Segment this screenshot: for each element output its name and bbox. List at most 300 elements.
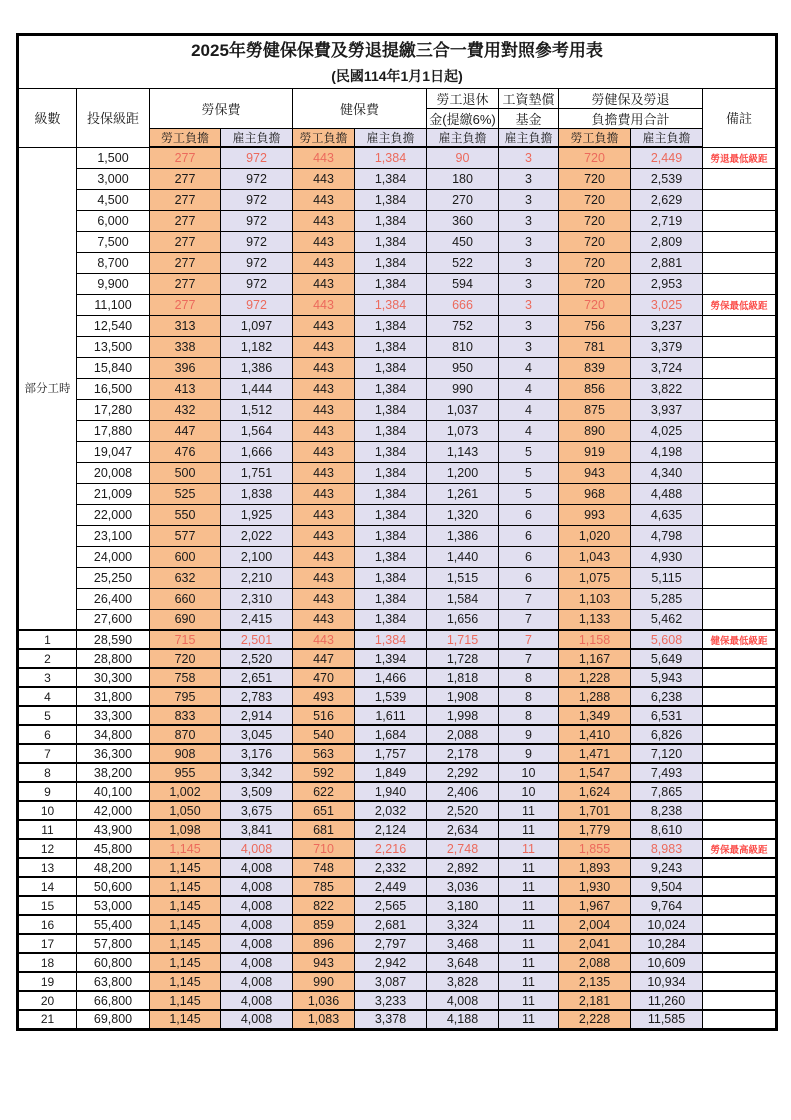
value-cell: 594 (427, 273, 499, 294)
value-cell: 2,088 (559, 953, 631, 972)
level-cell: 9 (18, 782, 77, 801)
col-header-wage-fund-line2: 基金 (499, 109, 559, 129)
value-cell: 1,384 (355, 399, 427, 420)
table-row (18, 399, 777, 420)
value-cell: 1,471 (559, 744, 631, 763)
value-cell: 2,310 (221, 588, 293, 609)
value-cell: 1,145 (150, 1010, 221, 1029)
bracket-cell: 34,800 (77, 725, 150, 744)
value-cell: 3,509 (221, 782, 293, 801)
value-cell: 1,384 (355, 315, 427, 336)
value-cell: 4,008 (221, 896, 293, 915)
value-cell: 443 (293, 441, 355, 462)
note-cell (703, 525, 777, 546)
value-cell: 10 (499, 782, 559, 801)
value-cell: 2,210 (221, 567, 293, 588)
value-cell: 11 (499, 915, 559, 934)
note-cell (703, 210, 777, 231)
bracket-cell: 7,500 (77, 231, 150, 252)
value-cell: 4 (499, 420, 559, 441)
value-cell: 8 (499, 668, 559, 687)
header-row-1 (18, 89, 777, 109)
level-cell: 16 (18, 915, 77, 934)
value-cell: 4,008 (221, 953, 293, 972)
value-cell: 4,008 (221, 877, 293, 896)
subheader-labor-employer: 雇主負擔 (221, 129, 293, 148)
title-block (18, 35, 777, 89)
value-cell: 5,608 (631, 630, 703, 649)
value-cell: 432 (150, 399, 221, 420)
level-cell: 3 (18, 668, 77, 687)
value-cell: 10,934 (631, 972, 703, 991)
bracket-cell: 15,840 (77, 357, 150, 378)
value-cell: 4,635 (631, 504, 703, 525)
value-cell: 443 (293, 567, 355, 588)
value-cell: 4,008 (221, 991, 293, 1010)
value-cell: 1,386 (427, 525, 499, 546)
table-row (18, 567, 777, 588)
note-cell (703, 231, 777, 252)
value-cell: 3,036 (427, 877, 499, 896)
table-row (18, 231, 777, 252)
value-cell: 2,228 (559, 1010, 631, 1029)
table-row (18, 525, 777, 546)
value-cell: 1,539 (355, 687, 427, 706)
value-cell: 1,002 (150, 782, 221, 801)
table-row (18, 668, 777, 687)
value-cell: 1,715 (427, 630, 499, 649)
value-cell: 4,488 (631, 483, 703, 504)
value-cell: 1,320 (427, 504, 499, 525)
table-row (18, 315, 777, 336)
value-cell: 3 (499, 315, 559, 336)
value-cell: 1,656 (427, 609, 499, 630)
value-cell: 4,798 (631, 525, 703, 546)
value-cell: 2,681 (355, 915, 427, 934)
value-cell: 2,124 (355, 820, 427, 839)
value-cell: 666 (427, 294, 499, 315)
bracket-cell: 36,300 (77, 744, 150, 763)
value-cell: 2,651 (221, 668, 293, 687)
table-row (18, 763, 777, 782)
value-cell: 500 (150, 462, 221, 483)
value-cell: 1,384 (355, 462, 427, 483)
value-cell: 1,145 (150, 972, 221, 991)
value-cell: 1,394 (355, 649, 427, 668)
note-cell (703, 991, 777, 1010)
note-cell (703, 315, 777, 336)
value-cell: 5,943 (631, 668, 703, 687)
value-cell: 1,908 (427, 687, 499, 706)
value-cell: 2,216 (355, 839, 427, 858)
value-cell: 277 (150, 231, 221, 252)
value-cell: 1,261 (427, 483, 499, 504)
value-cell: 443 (293, 609, 355, 630)
note-cell (703, 336, 777, 357)
bracket-cell: 23,100 (77, 525, 150, 546)
note-cell (703, 725, 777, 744)
note-cell (703, 567, 777, 588)
value-cell: 1,893 (559, 858, 631, 877)
value-cell: 4,188 (427, 1010, 499, 1029)
value-cell: 6,531 (631, 706, 703, 725)
value-cell: 1,145 (150, 934, 221, 953)
value-cell: 1,515 (427, 567, 499, 588)
value-cell: 1,145 (150, 896, 221, 915)
note-cell (703, 934, 777, 953)
value-cell: 7,120 (631, 744, 703, 763)
value-cell: 443 (293, 546, 355, 567)
value-cell: 3,378 (355, 1010, 427, 1029)
value-cell: 180 (427, 168, 499, 189)
table-row (18, 839, 777, 858)
value-cell: 443 (293, 504, 355, 525)
bracket-cell: 27,600 (77, 609, 150, 630)
value-cell: 396 (150, 357, 221, 378)
value-cell: 11 (499, 820, 559, 839)
value-cell: 1,349 (559, 706, 631, 725)
value-cell: 313 (150, 315, 221, 336)
value-cell: 338 (150, 336, 221, 357)
value-cell: 781 (559, 336, 631, 357)
table-row (18, 462, 777, 483)
table-row (18, 378, 777, 399)
value-cell: 3,237 (631, 315, 703, 336)
value-cell: 1,145 (150, 877, 221, 896)
value-cell: 443 (293, 420, 355, 441)
table-row (18, 725, 777, 744)
value-cell: 592 (293, 763, 355, 782)
note-cell (703, 706, 777, 725)
note-cell (703, 744, 777, 763)
value-cell: 1,103 (559, 588, 631, 609)
note-cell (703, 546, 777, 567)
value-cell: 810 (427, 336, 499, 357)
value-cell: 1,384 (355, 189, 427, 210)
value-cell: 516 (293, 706, 355, 725)
value-cell: 1,384 (355, 609, 427, 630)
table-row (18, 210, 777, 231)
value-cell: 6 (499, 567, 559, 588)
subheader-health-employer: 雇主負擔 (355, 129, 427, 148)
value-cell: 1,167 (559, 649, 631, 668)
note-cell (703, 877, 777, 896)
note-cell (703, 1010, 777, 1029)
value-cell: 720 (559, 189, 631, 210)
level-cell: 2 (18, 649, 77, 668)
value-cell: 3 (499, 252, 559, 273)
value-cell: 1,158 (559, 630, 631, 649)
value-cell: 443 (293, 336, 355, 357)
value-cell: 752 (427, 315, 499, 336)
value-cell: 443 (293, 315, 355, 336)
bracket-cell: 3,000 (77, 168, 150, 189)
value-cell: 2,629 (631, 189, 703, 210)
value-cell: 2,565 (355, 896, 427, 915)
value-cell: 4,008 (427, 991, 499, 1010)
value-cell: 1,384 (355, 210, 427, 231)
value-cell: 1,386 (221, 357, 293, 378)
value-cell: 1,384 (355, 378, 427, 399)
value-cell: 470 (293, 668, 355, 687)
value-cell: 2,953 (631, 273, 703, 294)
value-cell: 1,666 (221, 441, 293, 462)
bracket-cell: 42,000 (77, 801, 150, 820)
note-cell: 勞保最高級距 (703, 839, 777, 858)
value-cell: 943 (559, 462, 631, 483)
value-cell: 1,998 (427, 706, 499, 725)
value-cell: 1,384 (355, 441, 427, 462)
note-cell (703, 609, 777, 630)
value-cell: 1,547 (559, 763, 631, 782)
title-row (18, 35, 777, 89)
value-cell: 1,145 (150, 953, 221, 972)
table-row (18, 801, 777, 820)
bracket-cell: 40,100 (77, 782, 150, 801)
value-cell: 4 (499, 357, 559, 378)
value-cell: 919 (559, 441, 631, 462)
value-cell: 2,449 (631, 147, 703, 168)
value-cell: 11 (499, 953, 559, 972)
subheader-wage-fund-employer: 雇主負擔 (499, 129, 559, 148)
value-cell: 720 (559, 147, 631, 168)
note-cell (703, 483, 777, 504)
table-row (18, 441, 777, 462)
bracket-cell: 6,000 (77, 210, 150, 231)
value-cell: 4,008 (221, 1010, 293, 1029)
level-cell: 1 (18, 630, 77, 649)
value-cell: 443 (293, 294, 355, 315)
value-cell: 11 (499, 991, 559, 1010)
value-cell: 2,914 (221, 706, 293, 725)
value-cell: 443 (293, 630, 355, 649)
value-cell: 856 (559, 378, 631, 399)
value-cell: 563 (293, 744, 355, 763)
bracket-cell: 43,900 (77, 820, 150, 839)
value-cell: 968 (559, 483, 631, 504)
value-cell: 1,083 (293, 1010, 355, 1029)
value-cell: 3 (499, 210, 559, 231)
level-cell: 11 (18, 820, 77, 839)
value-cell: 525 (150, 483, 221, 504)
value-cell: 890 (559, 420, 631, 441)
value-cell: 972 (221, 273, 293, 294)
value-cell: 3,233 (355, 991, 427, 1010)
bracket-cell: 4,500 (77, 189, 150, 210)
value-cell: 443 (293, 399, 355, 420)
value-cell: 2,634 (427, 820, 499, 839)
value-cell: 11 (499, 858, 559, 877)
value-cell: 522 (427, 252, 499, 273)
value-cell: 1,930 (559, 877, 631, 896)
value-cell: 443 (293, 189, 355, 210)
bracket-cell: 19,047 (77, 441, 150, 462)
value-cell: 5 (499, 483, 559, 504)
table-row (18, 252, 777, 273)
value-cell: 3,724 (631, 357, 703, 378)
value-cell: 2,135 (559, 972, 631, 991)
value-cell: 2,041 (559, 934, 631, 953)
value-cell: 2,539 (631, 168, 703, 189)
subheader-health-employee: 勞工負擔 (293, 129, 355, 148)
value-cell: 1,182 (221, 336, 293, 357)
table-row (18, 896, 777, 915)
value-cell: 1,940 (355, 782, 427, 801)
value-cell: 1,384 (355, 525, 427, 546)
bracket-cell: 12,540 (77, 315, 150, 336)
note-cell (703, 168, 777, 189)
value-cell: 622 (293, 782, 355, 801)
value-cell: 7 (499, 588, 559, 609)
bracket-cell: 1,500 (77, 147, 150, 168)
level-cell: 18 (18, 953, 77, 972)
value-cell: 1,855 (559, 839, 631, 858)
value-cell: 5,462 (631, 609, 703, 630)
col-header-bracket: 投保級距 (77, 89, 150, 148)
value-cell: 795 (150, 687, 221, 706)
note-cell (703, 462, 777, 483)
bracket-cell: 45,800 (77, 839, 150, 858)
note-cell (703, 189, 777, 210)
value-cell: 3,841 (221, 820, 293, 839)
value-cell: 2,004 (559, 915, 631, 934)
value-cell: 1,849 (355, 763, 427, 782)
value-cell: 2,809 (631, 231, 703, 252)
value-cell: 11 (499, 896, 559, 915)
value-cell: 6 (499, 525, 559, 546)
level-cell: 7 (18, 744, 77, 763)
value-cell: 1,098 (150, 820, 221, 839)
level-cell: 5 (18, 706, 77, 725)
value-cell: 3 (499, 168, 559, 189)
bracket-cell: 60,800 (77, 953, 150, 972)
value-cell: 2,881 (631, 252, 703, 273)
note-cell (703, 953, 777, 972)
bracket-cell: 24,000 (77, 546, 150, 567)
col-header-level: 級數 (18, 89, 77, 148)
value-cell: 9 (499, 725, 559, 744)
value-cell: 1,075 (559, 567, 631, 588)
value-cell: 443 (293, 588, 355, 609)
bracket-cell: 20,008 (77, 462, 150, 483)
value-cell: 943 (293, 953, 355, 972)
value-cell: 1,684 (355, 725, 427, 744)
value-cell: 1,384 (355, 546, 427, 567)
value-cell: 3,324 (427, 915, 499, 934)
value-cell: 1,925 (221, 504, 293, 525)
value-cell: 715 (150, 630, 221, 649)
note-cell (703, 441, 777, 462)
note-cell (703, 763, 777, 782)
value-cell: 993 (559, 504, 631, 525)
value-cell: 1,288 (559, 687, 631, 706)
value-cell: 1,384 (355, 336, 427, 357)
value-cell: 1,145 (150, 991, 221, 1010)
col-header-health-insurance: 健保費 (293, 89, 427, 129)
bracket-cell: 21,009 (77, 483, 150, 504)
value-cell: 7 (499, 649, 559, 668)
value-cell: 443 (293, 147, 355, 168)
value-cell: 476 (150, 441, 221, 462)
value-cell: 443 (293, 252, 355, 273)
value-cell: 11,260 (631, 991, 703, 1010)
value-cell: 443 (293, 231, 355, 252)
value-cell: 1,384 (355, 504, 427, 525)
value-cell: 1,466 (355, 668, 427, 687)
table-row (18, 420, 777, 441)
value-cell: 833 (150, 706, 221, 725)
note-cell (703, 504, 777, 525)
value-cell: 1,200 (427, 462, 499, 483)
value-cell: 1,384 (355, 420, 427, 441)
value-cell: 443 (293, 483, 355, 504)
value-cell: 8,238 (631, 801, 703, 820)
value-cell: 2,797 (355, 934, 427, 953)
table-row (18, 820, 777, 839)
bracket-cell: 11,100 (77, 294, 150, 315)
value-cell: 443 (293, 525, 355, 546)
value-cell: 413 (150, 378, 221, 399)
value-cell: 443 (293, 378, 355, 399)
table-row (18, 972, 777, 991)
table-row (18, 336, 777, 357)
value-cell: 1,584 (427, 588, 499, 609)
value-cell: 720 (559, 210, 631, 231)
value-cell: 600 (150, 546, 221, 567)
value-cell: 1,384 (355, 231, 427, 252)
bracket-cell: 8,700 (77, 252, 150, 273)
value-cell: 1,145 (150, 839, 221, 858)
value-cell: 720 (559, 273, 631, 294)
value-cell: 1,512 (221, 399, 293, 420)
table-row (18, 294, 777, 315)
value-cell: 550 (150, 504, 221, 525)
value-cell: 720 (559, 252, 631, 273)
value-cell: 443 (293, 357, 355, 378)
value-cell: 1,757 (355, 744, 427, 763)
value-cell: 1,384 (355, 252, 427, 273)
value-cell: 277 (150, 273, 221, 294)
bracket-cell: 48,200 (77, 858, 150, 877)
value-cell: 990 (293, 972, 355, 991)
value-cell: 1,701 (559, 801, 631, 820)
value-cell: 11 (499, 972, 559, 991)
value-cell: 360 (427, 210, 499, 231)
table-row (18, 483, 777, 504)
bracket-cell: 28,800 (77, 649, 150, 668)
value-cell: 10,024 (631, 915, 703, 934)
value-cell: 277 (150, 252, 221, 273)
value-cell: 3,180 (427, 896, 499, 915)
table-row (18, 877, 777, 896)
table-row (18, 546, 777, 567)
col-header-wage-fund-line1: 工資墊償 (499, 89, 559, 109)
value-cell: 1,779 (559, 820, 631, 839)
value-cell: 8,983 (631, 839, 703, 858)
value-cell: 1,410 (559, 725, 631, 744)
value-cell: 972 (221, 210, 293, 231)
bracket-cell: 66,800 (77, 991, 150, 1010)
col-header-total-line2: 負擔費用合計 (559, 109, 703, 129)
value-cell: 972 (221, 231, 293, 252)
value-cell: 277 (150, 294, 221, 315)
value-cell: 720 (559, 231, 631, 252)
note-cell (703, 858, 777, 877)
value-cell: 11,585 (631, 1010, 703, 1029)
value-cell: 748 (293, 858, 355, 877)
table-row (18, 1010, 777, 1029)
note-cell (703, 273, 777, 294)
